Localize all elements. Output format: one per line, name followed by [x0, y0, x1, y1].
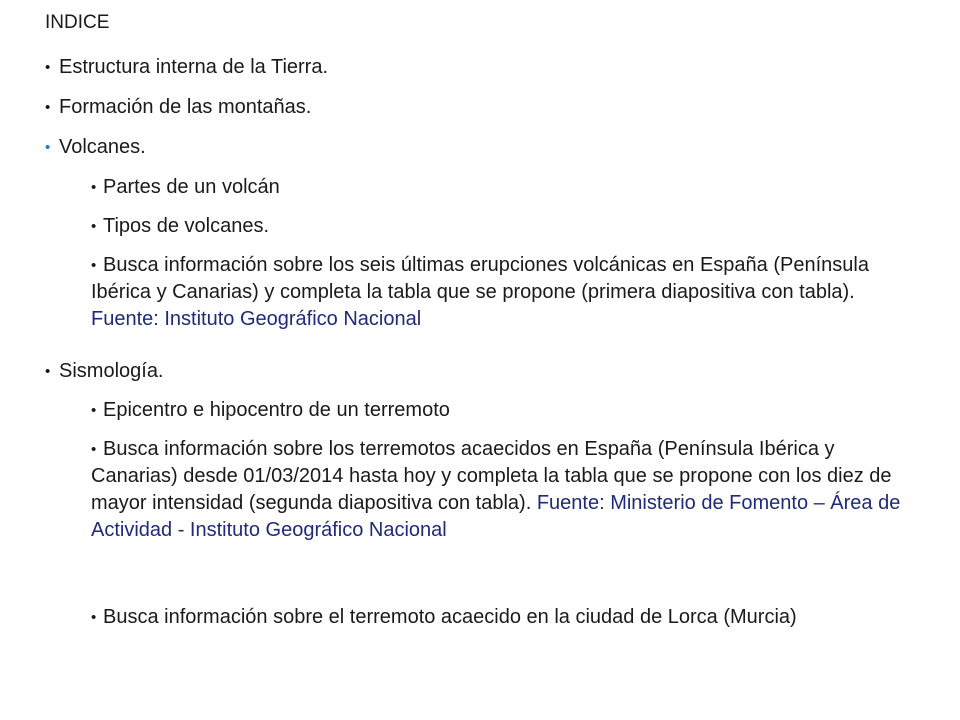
- list-item-lorca: [91, 604, 911, 631]
- list-item-montanas: [45, 94, 905, 121]
- bullet-icon: •: [91, 441, 97, 458]
- list-item-terremotos: [91, 436, 911, 544]
- bullet-icon: •: [91, 402, 97, 419]
- list-item-erupciones: [91, 252, 911, 333]
- list-item-label: Partes de un volcán: [103, 176, 280, 198]
- list-item-label: Sismología.: [59, 360, 164, 382]
- bullet-icon: •: [45, 363, 51, 380]
- list-item-label: Busca información sobre los terremotos acaecidos en España (Península Ibérica y Canarias) desde 01/03/2014 hasta hoy y completa la tabla que se propone con los diez de mayor intensidad (segunda diapositiva con tabla).: [91, 438, 892, 514]
- list-item-label: Busca información sobre los seis últimas erupciones volcánicas en España (Península Ibérica y Canarias) y completa la tabla que se propone (primera diapositiva con tabla).: [91, 254, 869, 303]
- list-item-tipos-volcanes: [91, 213, 911, 240]
- bullet-icon: •: [91, 179, 97, 196]
- bullet-icon: •: [91, 609, 97, 626]
- bullet-icon: •: [45, 99, 51, 116]
- source-link-fomento[interactable]: Fuente: Ministerio de Fomento – Área de Actividad - Instituto Geográfico Nacional: [91, 492, 901, 541]
- list-item-partes-volcan: [91, 174, 911, 201]
- bullet-icon: •: [45, 139, 51, 156]
- list-item-epicentro: [91, 397, 911, 424]
- list-item-label: Tipos de volcanes.: [103, 215, 270, 237]
- bullet-icon: •: [45, 59, 51, 76]
- list-item-label: Busca información sobre el terremoto acaecido en la ciudad de Lorca (Murcia): [103, 606, 797, 628]
- list-item-volcanes: [45, 134, 905, 161]
- list-item-label: Formación de las montañas.: [59, 96, 312, 118]
- list-item-estructura: [45, 54, 905, 81]
- list-item-label: Estructura interna de la Tierra.: [59, 56, 329, 78]
- bullet-icon: •: [91, 257, 97, 274]
- index-title: INDICE: [45, 12, 110, 33]
- source-link-ign[interactable]: Fuente: Instituto Geográfico Nacional: [91, 308, 422, 330]
- list-item-label: Epicentro e hipocentro de un terremoto: [103, 399, 450, 421]
- list-item-sismologia: [45, 358, 905, 385]
- list-item-label: Volcanes.: [59, 136, 146, 158]
- bullet-icon: •: [91, 218, 97, 235]
